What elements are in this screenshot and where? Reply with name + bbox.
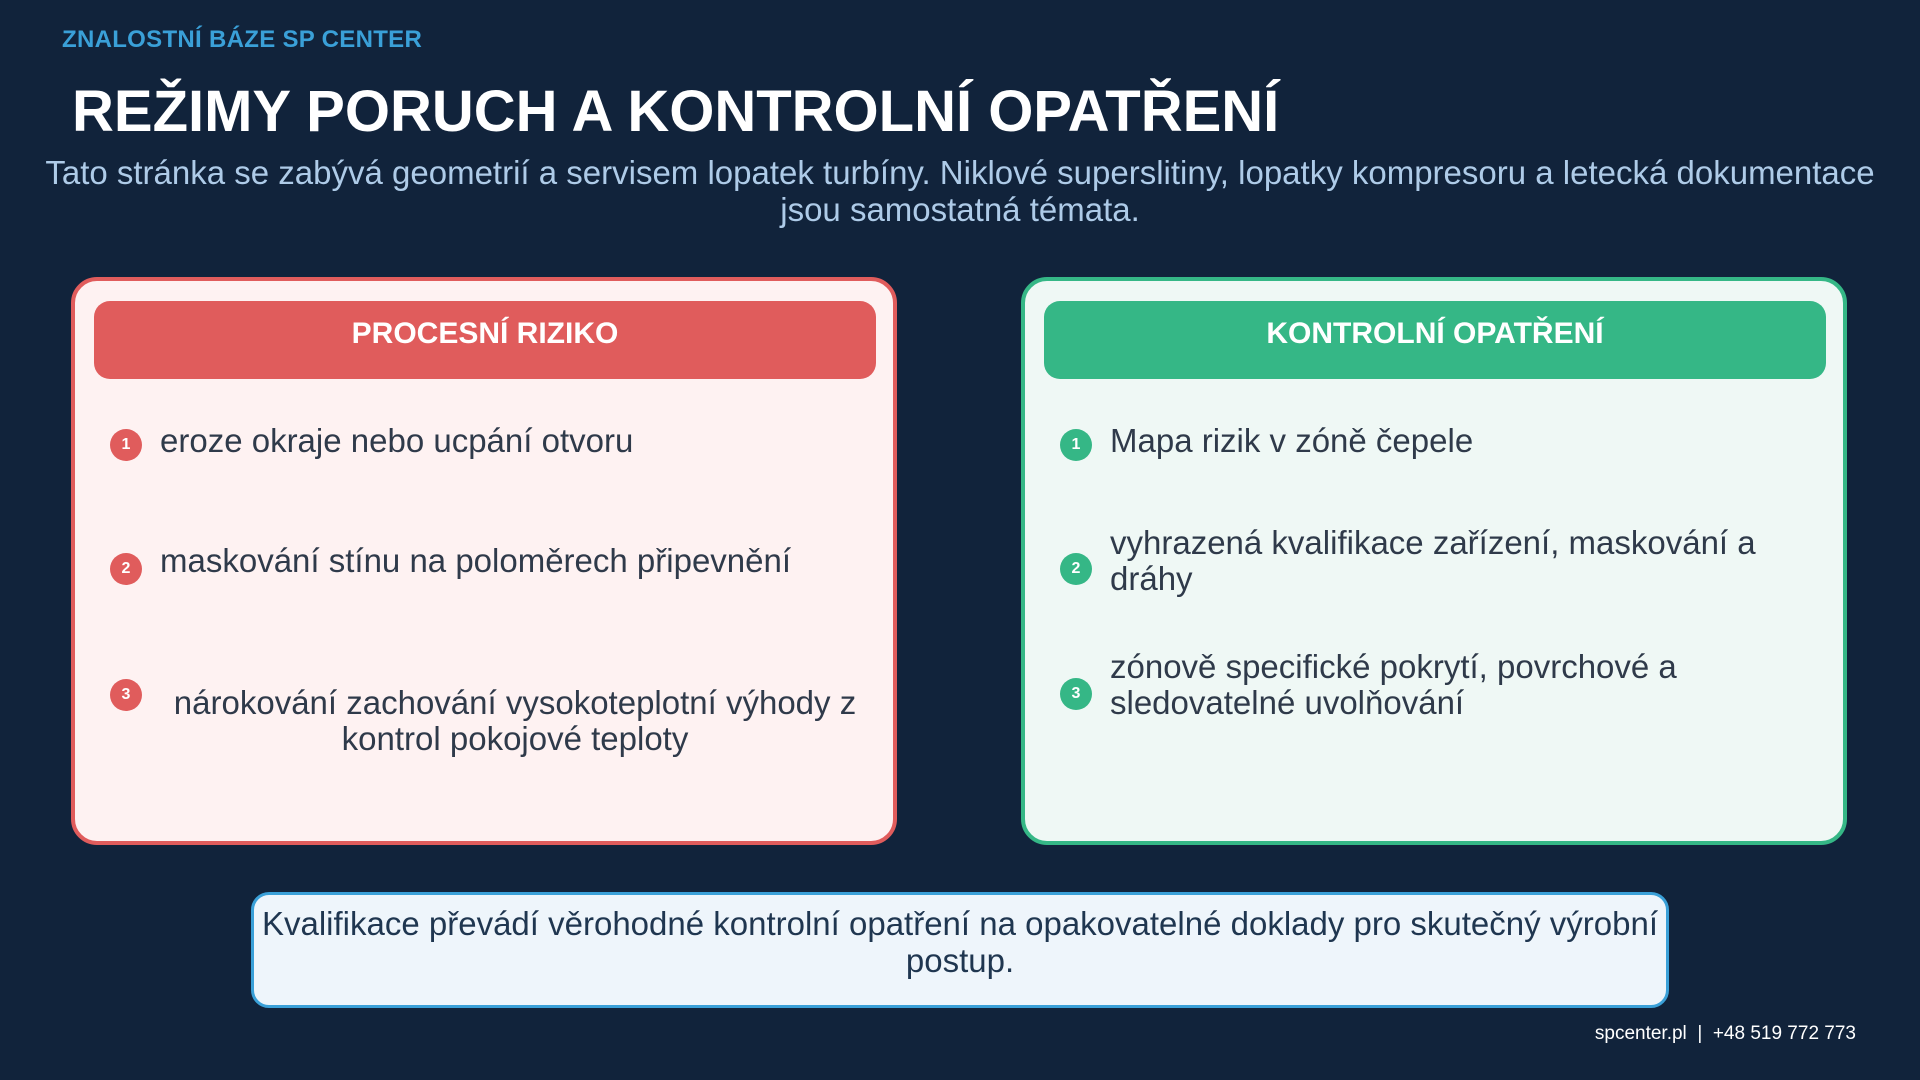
control-card-heading: KONTROLNÍ OPATŘENÍ xyxy=(1044,301,1826,379)
risk-item-3-text: nárokování zachování vysokoteplotní výhody z kontrol pokojové teploty xyxy=(173,684,857,757)
kicker-label: ZNALOSTNÍ BÁZE SP CENTER xyxy=(62,26,423,53)
risk-item-1-text: eroze okraje nebo ucpání otvoru xyxy=(160,422,634,459)
control-item-2-badge: 2 xyxy=(1060,553,1092,585)
risk-item-2-badge: 2 xyxy=(110,553,142,585)
control-item-2-text: vyhrazená kvalifikace zařízení, maskování a dráhy xyxy=(1110,524,1756,597)
risk-item-3-badge: 3 xyxy=(110,679,142,711)
subtitle-line-2: jsou samostatná témata. xyxy=(780,191,1140,228)
summary-text: Kvalifikace převádí věrohodné kontrolní opatření na opakovatelné doklady pro skutečný výrobní postup. xyxy=(261,905,1659,979)
risk-card-heading: PROCESNÍ RIZIKO xyxy=(94,301,876,379)
contact-info: spcenter.pl | +48 519 772 773 xyxy=(1594,1023,1856,1044)
risk-item-2-text: maskování stínu na poloměrech připevnění xyxy=(160,542,792,579)
risk-item-1-badge: 1 xyxy=(110,429,142,461)
page-subtitle xyxy=(0,154,1920,228)
control-item-1-text: Mapa rizik v zóně čepele xyxy=(1110,422,1474,459)
control-item-1-badge: 1 xyxy=(1060,429,1092,461)
control-card xyxy=(1021,277,1847,845)
control-item-3-text: zónově specifické pokrytí, povrchové a sledovatelné uvolňování xyxy=(1110,648,1677,721)
risk-card xyxy=(71,277,897,845)
page-title: REŽIMY PORUCH A KONTROLNÍ OPATŘENÍ xyxy=(72,79,1280,144)
control-item-3-badge: 3 xyxy=(1060,678,1092,710)
subtitle-line-1: Tato stránka se zabývá geometrií a servisem lopatek turbíny. Niklové superslitiny, lopatky kompresoru a letecká dokumentace xyxy=(45,154,1875,191)
summary-box xyxy=(251,892,1669,1008)
